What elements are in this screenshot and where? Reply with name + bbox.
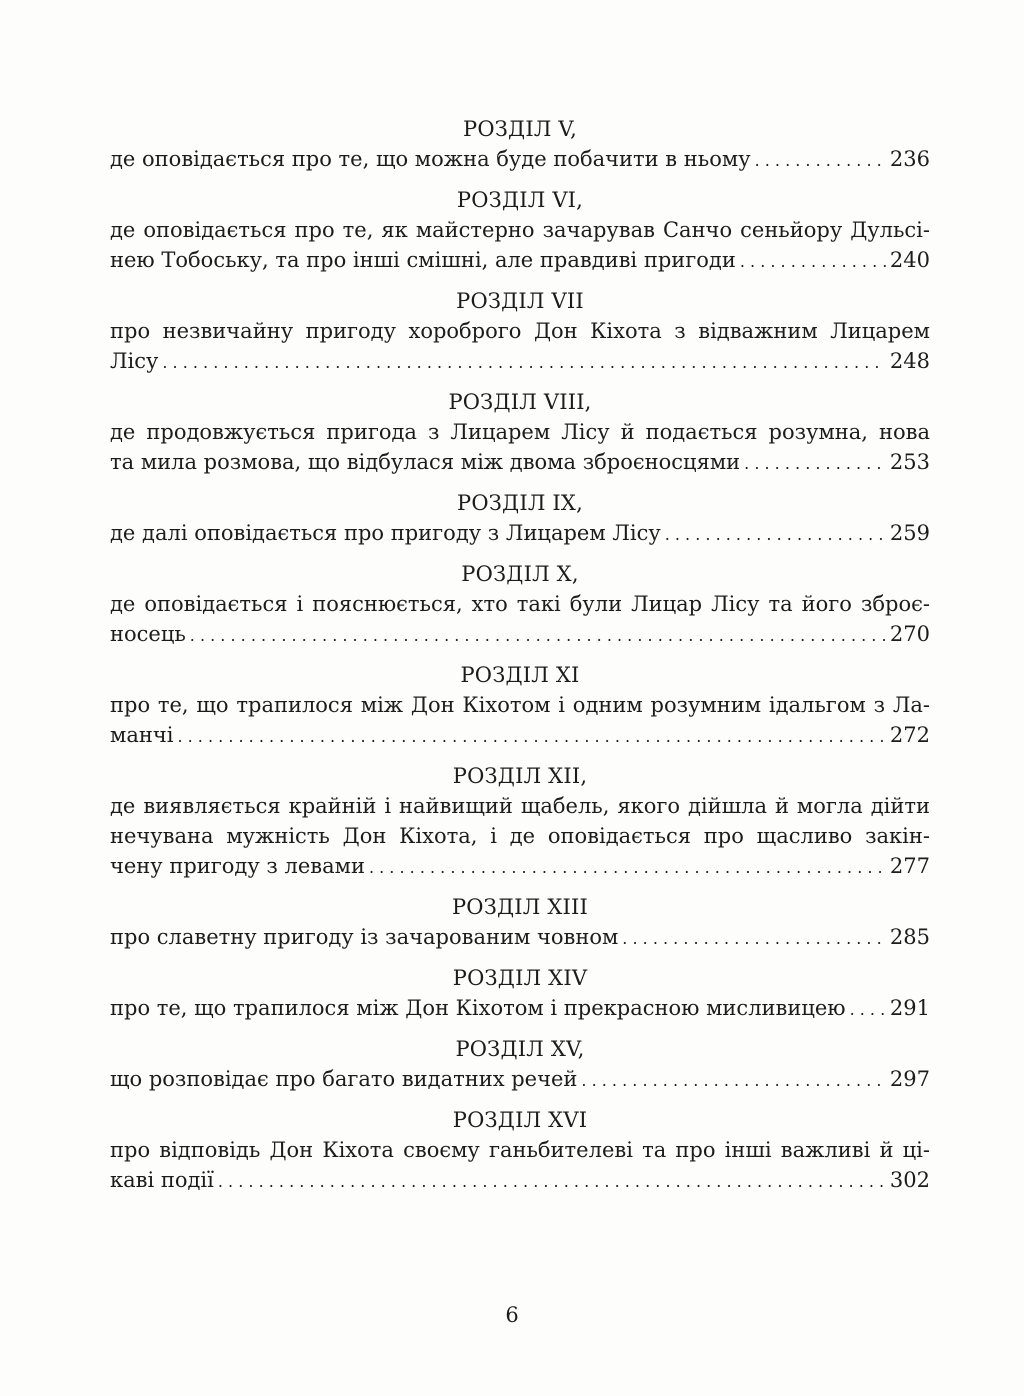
toc-entry-line <box>110 518 930 550</box>
description-last-line: де далі оповідається про пригоду з Лицарем Лісу <box>110 521 661 545</box>
description-last-line: про славетну пригоду із зачарованим човном <box>110 925 619 949</box>
chapter-title: РОЗДІЛ XII, <box>452 764 588 788</box>
dot-leader <box>369 851 886 883</box>
dot-leader <box>740 245 886 277</box>
page-number: 6 <box>505 1303 519 1327</box>
chapter-title: РОЗДІЛ VIII, <box>448 390 592 414</box>
dot-leader <box>218 1165 886 1197</box>
chapter-title: РОЗДІЛ XIII <box>451 895 589 919</box>
toc-entry-line <box>110 144 930 176</box>
chapter-title: РОЗДІЛ XI <box>460 663 580 687</box>
chapter-description <box>110 791 930 883</box>
toc-chapter <box>110 963 930 1034</box>
description-last-line: де оповідається про те, що можна буде побачити в ньому <box>110 147 751 171</box>
toc-entry-line <box>110 851 930 883</box>
description-line: де виявляється крайній і найвищий щабель, якого дійшла й могла дійти <box>110 794 930 818</box>
chapter-description <box>110 417 930 479</box>
dot-leader <box>177 720 885 752</box>
toc-chapter <box>110 185 930 286</box>
chapter-title: РОЗДІЛ IX, <box>457 491 583 515</box>
description-line: де оповідається і пояснюється, хто такі були Лицар Лісу та його зброє- <box>110 592 930 616</box>
description-last-line: носець <box>110 622 186 646</box>
toc-entry-line <box>110 619 930 651</box>
toc-entry-line <box>110 346 930 378</box>
page-reference: 270 <box>889 622 930 646</box>
chapter-description <box>110 690 930 752</box>
chapter-title: РОЗДІЛ XV, <box>455 1037 585 1061</box>
page-reference: 302 <box>889 1168 930 1192</box>
dot-leader <box>665 518 886 550</box>
page-reference: 285 <box>889 925 930 949</box>
chapter-description <box>110 589 930 651</box>
page-reference: 272 <box>889 723 930 747</box>
toc-chapter <box>110 114 930 185</box>
page-reference: 259 <box>889 521 930 545</box>
toc-entry-line <box>110 1165 930 1197</box>
toc-chapter <box>110 660 930 761</box>
description-last-line: та мила розмова, що відбулася між двома зброєносцями <box>110 450 741 474</box>
toc-chapter <box>110 488 930 559</box>
page-reference: 248 <box>889 349 930 373</box>
description-line: де оповідається про те, як майстерно зачарував Санчо сеньйору Дульсі- <box>110 218 930 242</box>
chapter-description <box>110 518 930 550</box>
description-last-line: манчі <box>110 723 174 747</box>
chapter-title: РОЗДІЛ V, <box>463 117 577 141</box>
toc-chapter <box>110 892 930 963</box>
description-last-line: каві події <box>110 1168 214 1192</box>
chapter-description <box>110 1135 930 1197</box>
dot-leader <box>190 619 886 651</box>
chapter-description <box>110 993 930 1025</box>
toc-chapter <box>110 286 930 387</box>
page-reference: 297 <box>889 1067 930 1091</box>
description-line: нечувана мужність Дон Кіхота, і де оповідається про щасливо закін- <box>110 824 930 848</box>
page-reference: 240 <box>889 248 930 272</box>
description-last-line: Лісу <box>110 349 159 373</box>
table-of-contents <box>110 114 930 1197</box>
dot-leader <box>162 346 886 378</box>
toc-entry-line <box>110 447 930 479</box>
toc-chapter <box>110 1105 930 1197</box>
chapter-title: РОЗДІЛ XIV <box>452 966 588 990</box>
description-line: про те, що трапилося між Дон Кіхотом і одним розумним ідальгом з Ла- <box>110 693 930 717</box>
page-reference: 291 <box>889 996 930 1020</box>
chapter-description <box>110 215 930 277</box>
dot-leader <box>622 922 886 954</box>
toc-chapter <box>110 1034 930 1105</box>
description-last-line: що розповідає про багато видатних речей <box>110 1067 578 1091</box>
chapter-description <box>110 316 930 378</box>
chapter-description <box>110 1064 930 1096</box>
chapter-description <box>110 144 930 176</box>
toc-chapter <box>110 559 930 660</box>
chapter-title: РОЗДІЛ XVI <box>452 1108 588 1132</box>
chapter-title: РОЗДІЛ VII <box>456 289 584 313</box>
toc-chapter <box>110 387 930 488</box>
toc-chapter <box>110 761 930 892</box>
description-line: про незвичайну пригоду хороброго Дон Кіхота з відважним Лицарем <box>110 319 930 343</box>
toc-entry-line <box>110 993 930 1025</box>
dot-leader <box>850 993 886 1025</box>
description-last-line: про те, що трапилося між Дон Кіхотом і прекрасною мисливицею <box>110 996 846 1020</box>
description-line: де продовжується пригода з Лицарем Лісу й подається розумна, нова <box>110 420 930 444</box>
description-last-line: нею Тобоську, та про інші смішні, але правдиві пригоди <box>110 248 736 272</box>
description-line: про відповідь Дон Кіхота своєму ганьбителеві та про інші важливі й ці- <box>110 1138 930 1162</box>
description-last-line: чену пригоду з левами <box>110 854 365 878</box>
dot-leader <box>581 1064 886 1096</box>
toc-entry-line <box>110 245 930 277</box>
chapter-description <box>110 922 930 954</box>
toc-entry-line <box>110 720 930 752</box>
toc-entry-line <box>110 1064 930 1096</box>
chapter-title: РОЗДІЛ X, <box>461 562 579 586</box>
page-reference: 277 <box>889 854 930 878</box>
toc-entry-line <box>110 922 930 954</box>
dot-leader <box>755 144 886 176</box>
chapter-title: РОЗДІЛ VI, <box>456 188 584 212</box>
page-reference: 236 <box>889 147 930 171</box>
page-reference: 253 <box>889 450 930 474</box>
dot-leader <box>744 447 886 479</box>
